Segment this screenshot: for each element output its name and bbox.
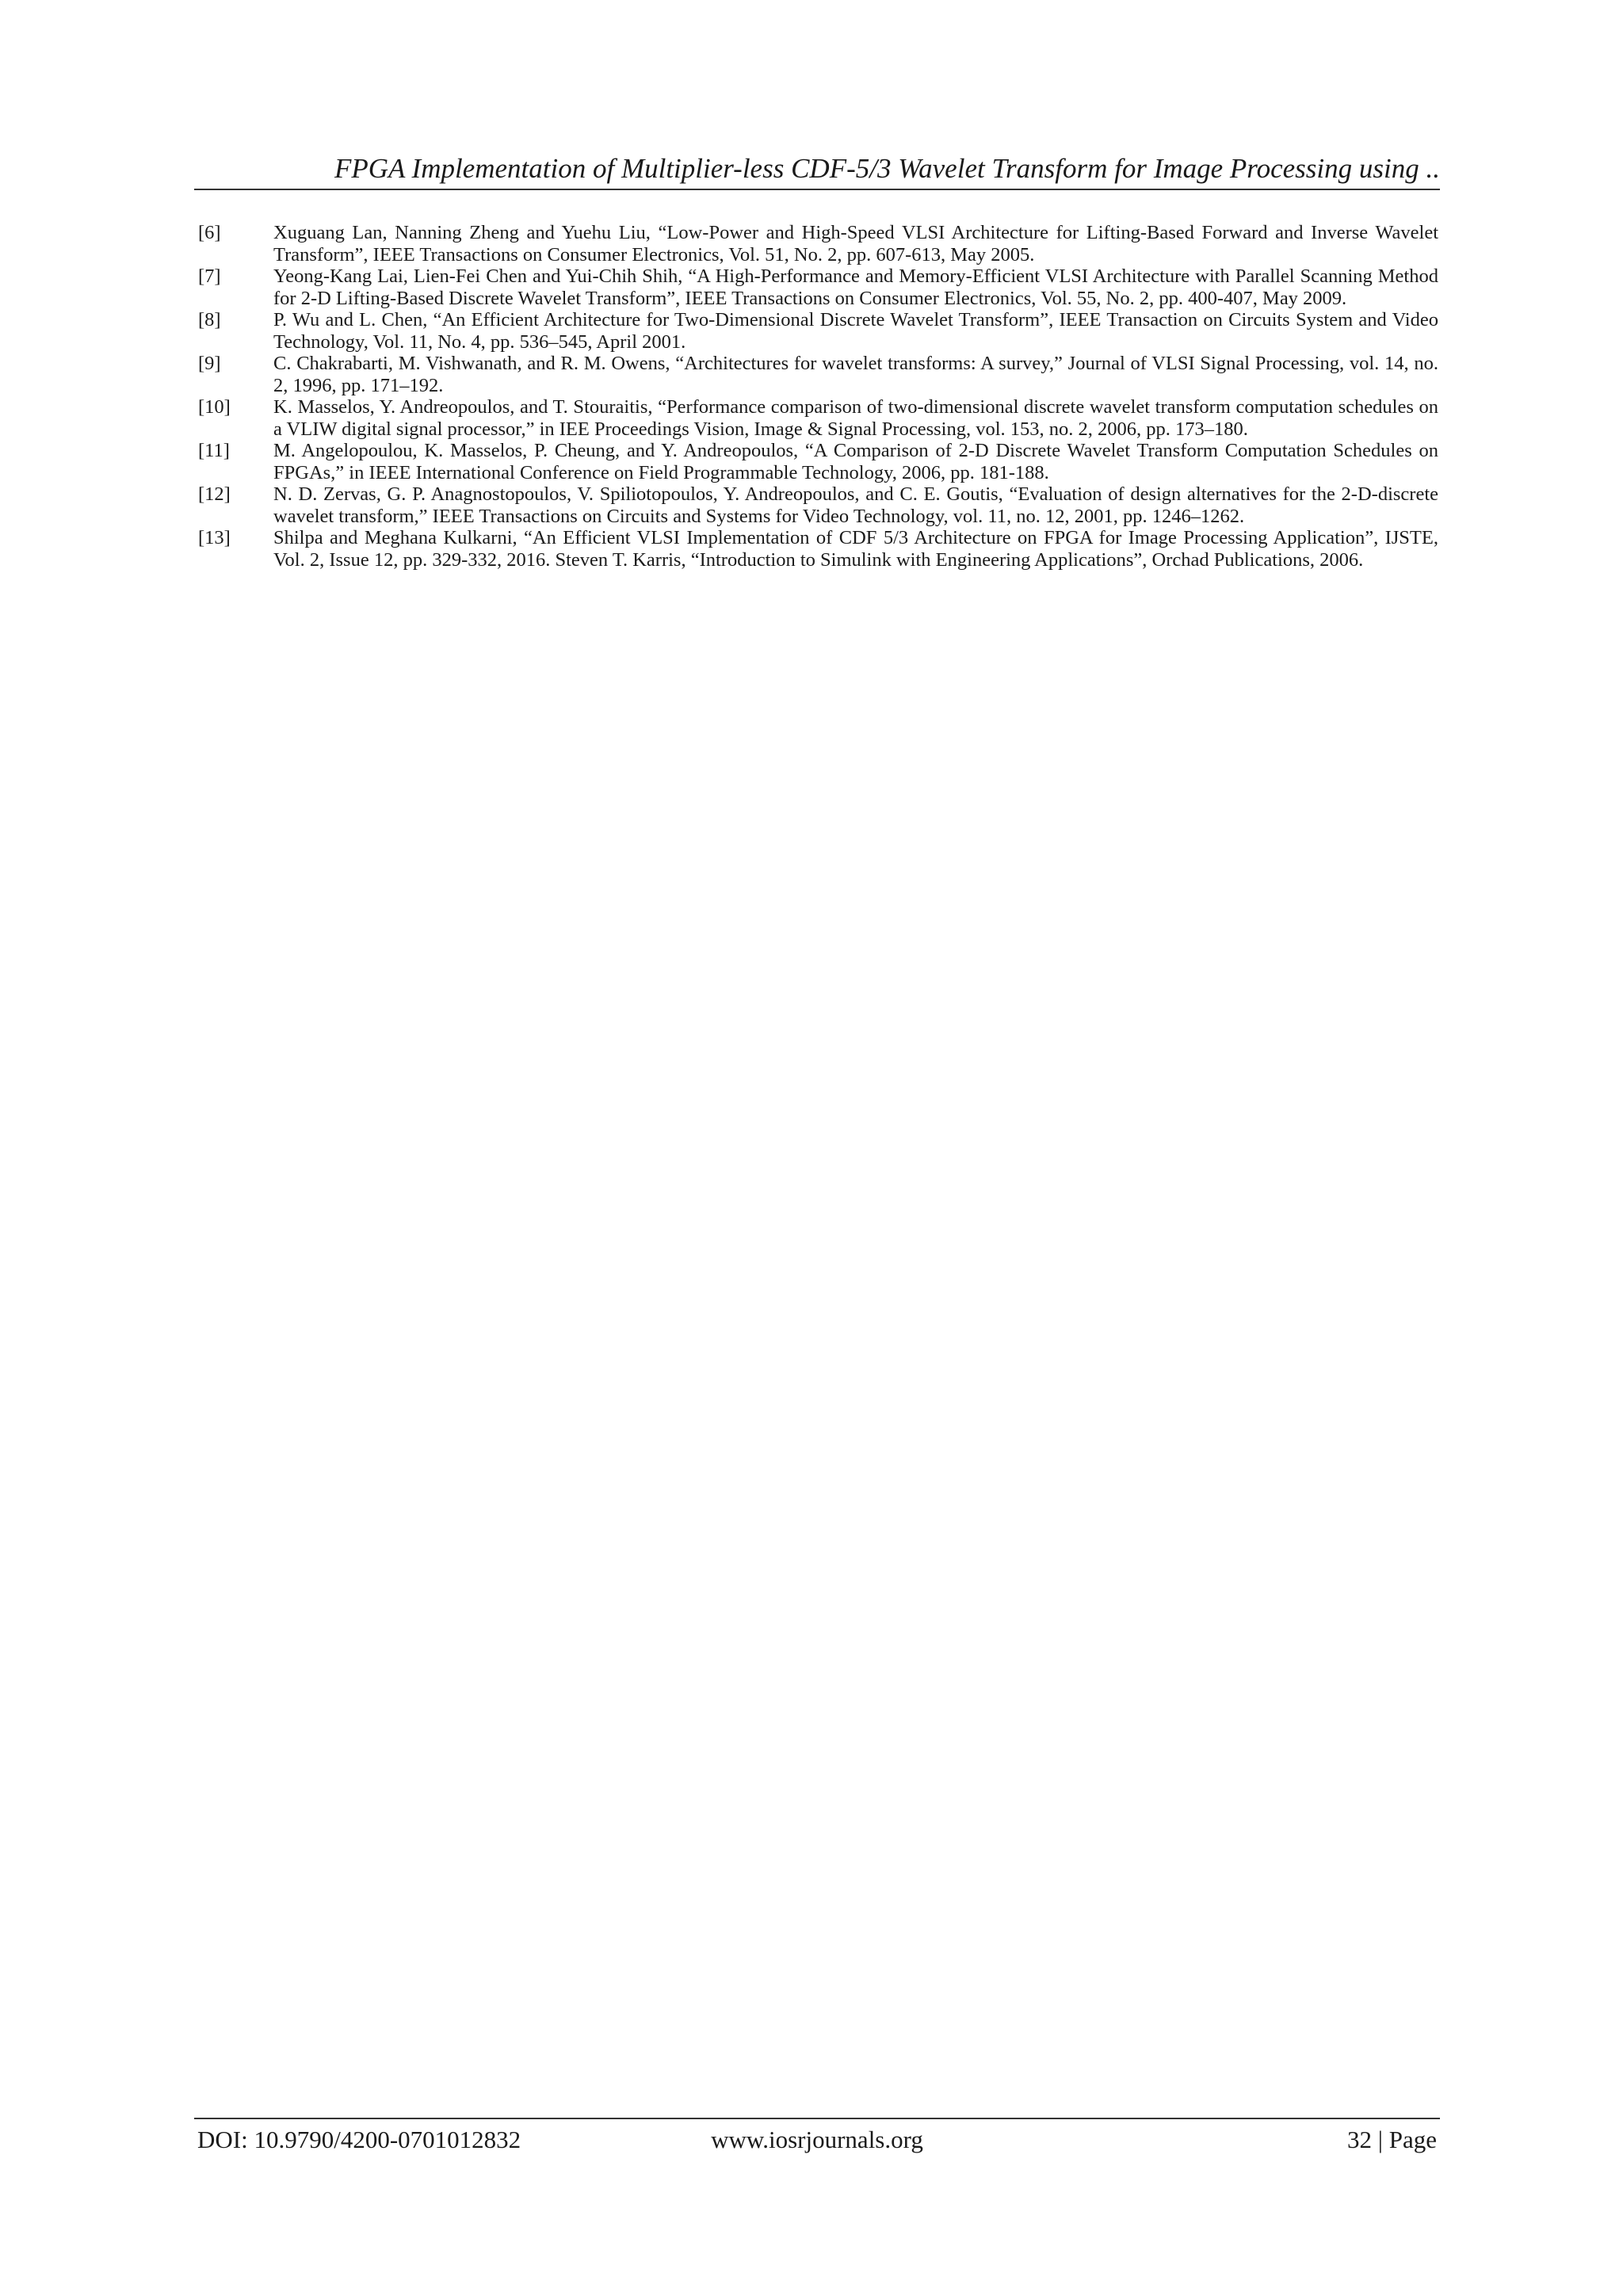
reference-item <box>198 266 1438 309</box>
reference-number: [10] <box>198 396 231 418</box>
reference-number: [13] <box>198 527 231 548</box>
reference-item <box>198 353 1438 396</box>
reference-item <box>198 527 1438 571</box>
reference-text: Xuguang Lan, Nanning Zheng and Yuehu Liu, “Low-Power and High-Speed VLSI Architecture for Lifting-Based Forward and Inverse Wavelet Transform”, IEEE Transactions on Consumer Electronics, Vol. 51, No. 2, pp. 607-613, May 2005. <box>273 222 1438 266</box>
running-header: FPGA Implementation of Multiplier-less CDF-5/3 Wavelet Transform for Image Processing using .. <box>194 151 1440 190</box>
reference-list <box>198 222 1438 571</box>
reference-text: K. Masselos, Y. Andreopoulos, and T. Stouraitis, “Performance comparison of two-dimensional discrete wavelet transform computation schedules on a VLIW digital signal processor,” in IEE Proceedings Vision, Image & Signal Processing, vol. 153, no. 2, 2006, pp. 173–180. <box>273 396 1438 440</box>
reference-text: P. Wu and L. Chen, “An Efficient Architecture for Two-Dimensional Discrete Wavelet Transform”, IEEE Transaction on Circuits System and Video Technology, Vol. 11, No. 4, pp. 536–545, April 2001. <box>273 309 1438 353</box>
reference-number: [7] <box>198 266 221 287</box>
reference-item <box>198 222 1438 266</box>
reference-text: Shilpa and Meghana Kulkarni, “An Efficient VLSI Implementation of CDF 5/3 Architecture on FPGA for Image Processing Application”, IJSTE, Vol. 2, Issue 12, pp. 329-332, 2016. Steven T. Karris, “Introduction to Simulink with Engineering Applications”, Orchad Publications, 2006. <box>273 527 1438 571</box>
reference-item <box>198 483 1438 527</box>
reference-item <box>198 440 1438 483</box>
reference-item <box>198 309 1438 353</box>
reference-item <box>198 396 1438 440</box>
reference-text: Yeong-Kang Lai, Lien-Fei Chen and Yui-Chih Shih, “A High-Performance and Memory-Efficient VLSI Architecture with Parallel Scanning Method for 2-D Lifting-Based Discrete Wavelet Transform”, IEEE Transactions on Consumer Electronics, Vol. 55, No. 2, pp. 400-407, May 2009. <box>273 266 1438 309</box>
page-footer <box>194 2118 1440 2156</box>
reference-text: N. D. Zervas, G. P. Anagnostopoulos, V. Spiliotopoulos, Y. Andreopoulos, and C. E. Goutis, “Evaluation of design alternatives for the 2-D-discrete wavelet transform,” IEEE Transactions on Circuits and Systems for Video Technology, vol. 11, no. 12, 2001, pp. 1246–1262. <box>273 483 1438 527</box>
reference-text: C. Chakrabarti, M. Vishwanath, and R. M. Owens, “Architectures for wavelet transforms: A survey,” Journal of VLSI Signal Processing, vol. 14, no. 2, 1996, pp. 171–192. <box>273 353 1438 396</box>
reference-number: [12] <box>198 483 231 505</box>
reference-number: [8] <box>198 309 221 330</box>
footer-doi: DOI: 10.9790/4200-0701012832 <box>197 2126 521 2153</box>
reference-number: [9] <box>198 353 221 374</box>
footer-website: www.iosrjournals.org <box>711 2126 923 2153</box>
reference-number: [11] <box>198 440 230 461</box>
footer-page-number: 32 | Page <box>1347 2126 1437 2153</box>
reference-text: M. Angelopoulou, K. Masselos, P. Cheung, and Y. Andreopoulos, “A Comparison of 2-D Discrete Wavelet Transform Computation Schedules on FPGAs,” in IEEE International Conference on Field Programmable Technology, 2006, pp. 181-188. <box>273 440 1438 483</box>
reference-number: [6] <box>198 222 221 243</box>
